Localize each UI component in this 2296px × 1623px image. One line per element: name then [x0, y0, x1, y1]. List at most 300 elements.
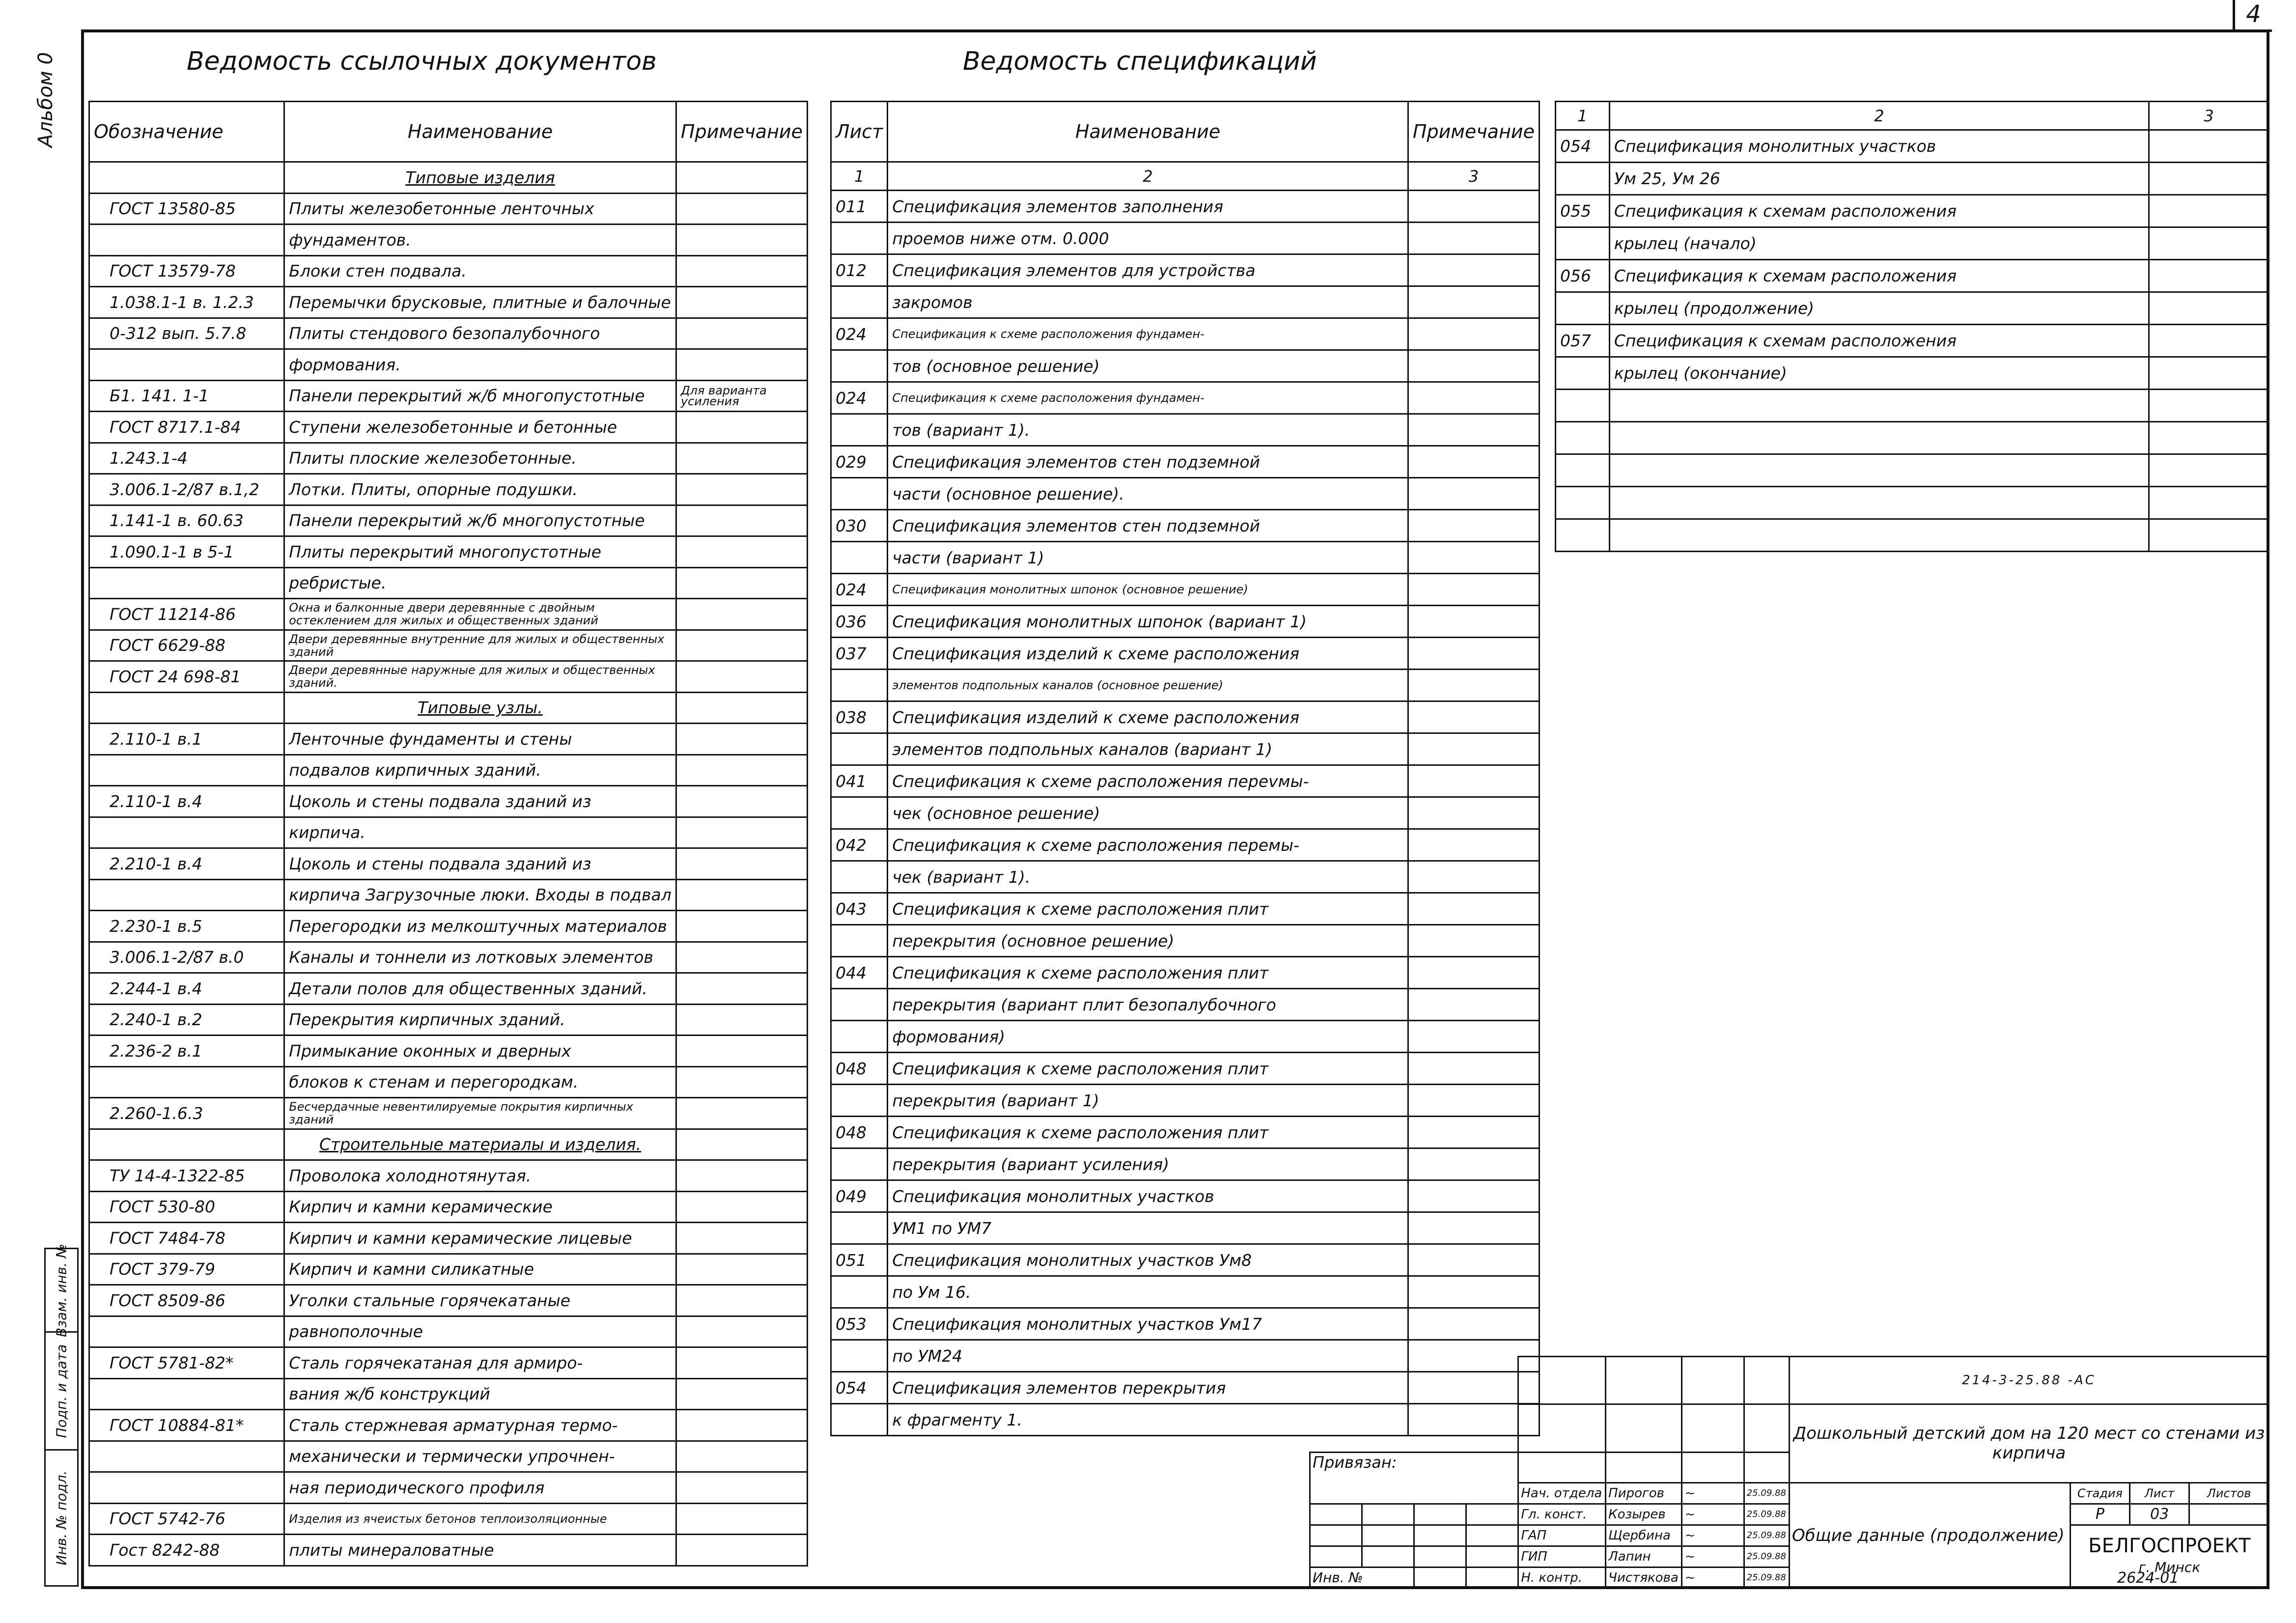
cell-note [1408, 446, 1539, 478]
cell-name: перекрытия (вариант 1) [888, 1085, 1408, 1117]
stage-value: Р [2070, 1504, 2129, 1525]
cell-designation [831, 223, 888, 254]
cell-designation: ГОСТ 8509-86 [89, 1285, 284, 1316]
column-header: 2 [1609, 102, 2149, 130]
cell-name: Спецификация к схеме расположения плит [888, 1053, 1408, 1085]
table-row [1556, 487, 2269, 519]
cell-designation [89, 1316, 284, 1347]
cell-designation: Б1. 141. 1-1 [89, 380, 284, 412]
cell-name: кирпича. [284, 817, 676, 848]
cell-name: Плиты железобетонные ленточных [284, 193, 676, 224]
sheet-number: 4 [2233, 0, 2272, 32]
table-row [89, 1472, 808, 1504]
cell-note [2149, 390, 2268, 422]
cell-name [1609, 487, 2149, 519]
cell-designation [89, 755, 284, 786]
cell-designation: 0-312 вып. 5.7.8 [89, 318, 284, 349]
cell-designation: 054 [1556, 130, 1610, 163]
cell-designation: 2.240-1 в.2 [89, 1004, 284, 1035]
side-stamp-label: Инв. № подл. [53, 1470, 70, 1566]
cell-name: Спецификация монолитных участков Ум8 [888, 1244, 1408, 1276]
cell-name: Каналы и тоннели из лотковых элементов [284, 942, 676, 973]
cell-name: чек (вариант 1). [888, 861, 1408, 893]
cell-designation: 042 [831, 829, 888, 861]
cell-note [676, 1160, 807, 1192]
cell-designation: ГОСТ 8717.1-84 [89, 412, 284, 443]
table-row [1556, 195, 2269, 227]
cell-note [676, 224, 807, 256]
staff-role: Гл. конст. [1518, 1504, 1606, 1525]
table-row [831, 1085, 1540, 1117]
table-row [831, 989, 1540, 1021]
table-row [831, 765, 1540, 797]
table-row [89, 474, 808, 505]
cell-name: Спецификация монолитных шпонок (вариант 1) [888, 606, 1408, 638]
cell-designation [831, 733, 888, 765]
staff-date: 25.09.88 [1744, 1483, 1789, 1504]
cell-note [1408, 510, 1539, 542]
cell-name: Блоки стен подвала. [284, 255, 676, 287]
cell-designation [831, 925, 888, 957]
cell-designation: 036 [831, 606, 888, 638]
cell-note [676, 1035, 807, 1067]
cell-name: формования. [284, 349, 676, 381]
cell-name: Кирпич и камни силикатные [284, 1254, 676, 1285]
side-stamp-label: Подп. и дата [53, 1344, 70, 1438]
cell-name: Изделия из ячеистых бетонов теплоизоляционные [284, 1503, 676, 1535]
cell-designation: ГОСТ 6629-88 [89, 630, 284, 661]
signature: ~ [1682, 1567, 1744, 1588]
cell-designation [831, 286, 888, 318]
table-header-row [1556, 102, 2269, 130]
table-row [89, 1285, 808, 1316]
cell-designation: 2.244-1 в.4 [89, 973, 284, 1005]
column-number-row [831, 162, 1540, 191]
cell-name: Кирпич и камни керамические лицевые [284, 1223, 676, 1254]
table-header-row [831, 102, 1540, 162]
cell-designation: 1.090.1-1 в 5-1 [89, 536, 284, 568]
cell-name: крылец (окончание) [1609, 357, 2149, 390]
cell-designation: 3.006.1-2/87 в.0 [89, 942, 284, 973]
left-table-title: Ведомость ссылочных документов [187, 47, 657, 76]
cell-name: крылец (продолжение) [1609, 292, 2149, 325]
sheet-label: Лист [2129, 1483, 2189, 1504]
cell-designation [831, 1085, 888, 1117]
cell-name: перекрытия (вариант усиления) [888, 1148, 1408, 1180]
cell-note [2149, 519, 2268, 552]
table-row [89, 255, 808, 287]
cell-note [676, 1347, 807, 1379]
cell-designation: 057 [1556, 325, 1610, 357]
cell-note [1408, 797, 1539, 829]
table-row [89, 630, 808, 661]
cell-name: Проволока холоднотянутая. [284, 1160, 676, 1192]
cell-note [676, 1285, 807, 1316]
cell-note [676, 318, 807, 349]
cell-name: вания ж/б конструкций [284, 1378, 676, 1410]
table-row [831, 542, 1540, 574]
table-row [831, 829, 1540, 861]
table-row [831, 510, 1540, 542]
cell-designation [89, 349, 284, 381]
cell-designation [89, 224, 284, 256]
cell-designation: 053 [831, 1308, 888, 1340]
table-row [89, 1035, 808, 1067]
cell-designation [831, 797, 888, 829]
cell-designation: 030 [831, 510, 888, 542]
cell-name: Двери деревянные внутренние для жилых и общественных зданий [284, 630, 676, 661]
staff-name: Щербина [1606, 1525, 1682, 1546]
table-row [89, 1378, 808, 1410]
cell-name: Спецификация монолитных участков [888, 1180, 1408, 1212]
cell-designation: 2.260-1.6.3 [89, 1098, 284, 1129]
reference-documents-table [88, 101, 808, 1567]
cell-name: Плиты стендового безопалубочного [284, 318, 676, 349]
cell-note [1408, 638, 1539, 670]
cell-note: Для варианта усиления [676, 380, 807, 412]
cell-name: Спецификация элементов стен подземной [888, 446, 1408, 478]
cell-note [676, 848, 807, 880]
cell-designation [89, 1066, 284, 1098]
cell-designation [1556, 163, 1610, 195]
cell-designation: 038 [831, 701, 888, 733]
cell-designation [831, 1021, 888, 1053]
cell-designation: ГОСТ 379-79 [89, 1254, 284, 1285]
table-row [89, 786, 808, 817]
table-row [831, 1180, 1540, 1212]
table-row [831, 1244, 1540, 1276]
cell-name: проемов ниже отм. 0.000 [888, 223, 1408, 254]
cell-designation: ГОСТ 5742-76 [89, 1503, 284, 1535]
cell-designation: 029 [831, 446, 888, 478]
cell-name: по УМ24 [888, 1340, 1408, 1372]
table-row [89, 287, 808, 318]
cell-note [676, 505, 807, 536]
cell-name: Ступени железобетонные и бетонные [284, 412, 676, 443]
table-row [89, 724, 808, 755]
table-row [1556, 163, 2269, 195]
cell-name: по Ум 16. [888, 1276, 1408, 1308]
table-row [831, 1021, 1540, 1053]
cell-note [1408, 542, 1539, 574]
cell-note [676, 911, 807, 942]
cell-name: ная периодического профиля [284, 1472, 676, 1504]
cell-designation: 044 [831, 957, 888, 989]
staff-name: Козырев [1606, 1504, 1682, 1525]
cell-note [2149, 130, 2268, 163]
cell-note [1408, 350, 1539, 382]
cell-note [676, 1472, 807, 1504]
table-row [831, 191, 1540, 223]
cell-note [676, 973, 807, 1005]
stage-label: Стадия [2070, 1483, 2129, 1504]
cell-name: Спецификация элементов для устройства [888, 254, 1408, 286]
cell-designation: 048 [831, 1053, 888, 1085]
cell-name: элементов подпольных каналов (вариант 1) [888, 733, 1408, 765]
cell-note [1408, 670, 1539, 701]
cell-designation: 2.230-1 в.5 [89, 911, 284, 942]
cell-note [676, 630, 807, 661]
cell-designation: 055 [1556, 195, 1610, 227]
cell-name [1609, 519, 2149, 552]
cell-designation [831, 1212, 888, 1244]
table-row [89, 911, 808, 942]
cell-note [2149, 487, 2268, 519]
cell-note [676, 1098, 807, 1129]
cell-name: Спецификация элементов стен подземной [888, 510, 1408, 542]
cell-designation [89, 162, 284, 194]
table-row [89, 1441, 808, 1472]
table-row [1556, 130, 2269, 163]
cell-note [1408, 1117, 1539, 1148]
cell-name: кирпича Загрузочные люки. Входы в подвал [284, 879, 676, 911]
cell-name: Спецификация к схемам расположения [1609, 260, 2149, 292]
organization: БЕЛГОСПРОЕКТ [2088, 1534, 2251, 1557]
cell-note [1408, 1308, 1539, 1340]
side-stamp-label: Взам. инв. № [53, 1243, 70, 1337]
cell-designation [1556, 227, 1610, 260]
cell-designation [1556, 519, 1610, 552]
table-row [831, 1308, 1540, 1340]
cell-name: Цоколь и стены подвала зданий из [284, 848, 676, 880]
column-header: Наименование [888, 102, 1408, 162]
table-row [831, 797, 1540, 829]
cell-name: закромов [888, 286, 1408, 318]
cell-note [676, 349, 807, 381]
cell-note [676, 193, 807, 224]
sheet-value: 03 [2129, 1504, 2189, 1525]
table-row [89, 879, 808, 911]
cell-designation: 2.110-1 в.1 [89, 724, 284, 755]
cell-designation: 012 [831, 254, 888, 286]
table-row [831, 574, 1540, 606]
cell-name: Спецификация изделий к схеме расположения [888, 701, 1408, 733]
cell-note [1408, 1180, 1539, 1212]
column-number: 3 [1408, 162, 1539, 191]
cell-note [1408, 1276, 1539, 1308]
cell-designation [1556, 357, 1610, 390]
cell-note [676, 724, 807, 755]
cell-designation: 024 [831, 318, 888, 350]
table-row [89, 942, 808, 973]
cell-name: Спецификация к схеме расположения фундамен- [888, 318, 1408, 350]
table-row [831, 1148, 1540, 1180]
drawing-code: 214-3-25.88 -АС [1789, 1357, 2268, 1404]
cell-name: Перекрытия кирпичных зданий. [284, 1004, 676, 1035]
cell-name: подвалов кирпичных зданий. [284, 755, 676, 786]
staff-role: ГИП [1518, 1546, 1606, 1567]
cell-name: Панели перекрытий ж/б многопустотные [284, 380, 676, 412]
cell-name: Ум 25, Ум 26 [1609, 163, 2149, 195]
cell-note [676, 1535, 807, 1566]
cell-name: Примыкание оконных и дверных [284, 1035, 676, 1067]
inventory-label: Инв. № [1310, 1567, 1414, 1588]
cell-name: Панели перекрытий ж/б многопустотные [284, 505, 676, 536]
cell-name: УМ1 по УМ7 [888, 1212, 1408, 1244]
cell-name: Лотки. Плиты, опорные подушки. [284, 474, 676, 505]
cell-note [676, 755, 807, 786]
table-row [89, 443, 808, 474]
cell-note [1408, 1085, 1539, 1117]
cell-note [1408, 829, 1539, 861]
table-row [1556, 357, 2269, 390]
table-row [89, 1066, 808, 1098]
cell-designation: 054 [831, 1372, 888, 1404]
cell-note [676, 1410, 807, 1441]
cell-designation: ГОСТ 11214-86 [89, 599, 284, 630]
table-row [831, 1212, 1540, 1244]
column-header: Примечание [1408, 102, 1539, 162]
album-label: Альбом 0 [34, 52, 57, 147]
cell-designation: ТУ 14-4-1322-85 [89, 1160, 284, 1192]
staff-role: ГАП [1518, 1525, 1606, 1546]
side-stamp [44, 1243, 79, 1587]
cell-note [676, 255, 807, 287]
cell-name: Спецификация к схеме расположения перемы- [888, 829, 1408, 861]
column-header: Примечание [676, 102, 807, 162]
cell-name: Бесчердачные невентилируемые покрытия кирпичных зданий [284, 1098, 676, 1129]
cell-note [676, 1223, 807, 1254]
table-row [89, 1347, 808, 1379]
cell-name: тов (вариант 1). [888, 414, 1408, 446]
cell-note [2149, 454, 2268, 487]
cell-name: Спецификация к схеме расположения плит [888, 957, 1408, 989]
cell-note [2149, 422, 2268, 454]
cell-note [676, 692, 807, 724]
table-row [89, 973, 808, 1005]
table-header-row [89, 102, 808, 162]
specifications-table [830, 101, 1540, 1436]
cell-note [1408, 701, 1539, 733]
table-row [831, 478, 1540, 510]
cell-designation: 041 [831, 765, 888, 797]
cell-designation: ГОСТ 5781-82* [89, 1347, 284, 1379]
cell-note [1408, 414, 1539, 446]
column-header: 3 [2149, 102, 2268, 130]
cell-note [1408, 318, 1539, 350]
table-row [89, 567, 808, 599]
table-row [831, 318, 1540, 350]
table-row [831, 254, 1540, 286]
table-row [89, 412, 808, 443]
cell-name: Кирпич и камни керамические [284, 1191, 676, 1223]
cell-name: перекрытия (вариант плит безопалубочного [888, 989, 1408, 1021]
cell-note [2149, 227, 2268, 260]
cell-note [1408, 223, 1539, 254]
cell-designation [1556, 422, 1610, 454]
cell-designation [831, 1276, 888, 1308]
cell-name: Типовые узлы. [284, 692, 676, 724]
cell-name: части (вариант 1) [888, 542, 1408, 574]
table-row [89, 505, 808, 536]
cell-name: элементов подпольных каналов (основное решение) [888, 670, 1408, 701]
cell-designation [831, 1404, 888, 1436]
table-row [89, 1254, 808, 1285]
staff-role: Нач. отдела [1518, 1483, 1606, 1504]
cell-designation: 2.236-2 в.1 [89, 1035, 284, 1067]
cell-name: Спецификация к схемам расположения [1609, 325, 2149, 357]
specifications-continued-table [1555, 101, 2269, 552]
cell-note [1408, 191, 1539, 223]
city: г. Минск [2138, 1559, 2201, 1575]
cell-name: блоков к стенам и перегородкам. [284, 1066, 676, 1098]
cell-designation [831, 414, 888, 446]
cell-designation [89, 1441, 284, 1472]
table-row [89, 1223, 808, 1254]
cell-name: Спецификация элементов перекрытия [888, 1372, 1408, 1404]
cell-name: Детали полов для общественных зданий. [284, 973, 676, 1005]
table-row [831, 670, 1540, 701]
table-row [89, 817, 808, 848]
column-number: 2 [888, 162, 1408, 191]
cell-name: Перемычки брусковые, плитные и балочные [284, 287, 676, 318]
cell-designation: 024 [831, 574, 888, 606]
table-row [831, 925, 1540, 957]
cell-note [676, 879, 807, 911]
table-row [831, 446, 1540, 478]
column-header: Обозначение [89, 102, 284, 162]
cell-note [676, 1503, 807, 1535]
cell-note [1408, 925, 1539, 957]
cell-note [1408, 1244, 1539, 1276]
table-row [831, 861, 1540, 893]
signature: ~ [1682, 1525, 1744, 1546]
privyazan-label: Привязан: [1310, 1452, 1518, 1504]
cell-designation: 011 [831, 191, 888, 223]
cell-note [676, 1316, 807, 1347]
staff-date: 25.09.88 [1744, 1504, 1789, 1525]
table-row [89, 1535, 808, 1566]
cell-note [676, 1191, 807, 1223]
cell-designation [89, 1378, 284, 1410]
cell-name: тов (основное решение) [888, 350, 1408, 382]
cell-name: Цоколь и стены подвала зданий из [284, 786, 676, 817]
drawing-number: 2624-01 [2117, 1569, 2179, 1587]
table-row [831, 606, 1540, 638]
cell-note [676, 474, 807, 505]
cell-note [676, 567, 807, 599]
cell-note [676, 1004, 807, 1035]
cell-designation [89, 1129, 284, 1160]
table-row [1556, 454, 2269, 487]
cell-name: Уголки стальные горячекатаные [284, 1285, 676, 1316]
cell-note [1408, 989, 1539, 1021]
cell-note [1408, 1212, 1539, 1244]
staff-role: Н. контр. [1518, 1567, 1606, 1588]
cell-name: равнополочные [284, 1316, 676, 1347]
cell-designation: ГОСТ 7484-78 [89, 1223, 284, 1254]
cell-name: фундаментов. [284, 224, 676, 256]
cell-note [2149, 325, 2268, 357]
cell-designation [831, 350, 888, 382]
table-row [89, 599, 808, 630]
cell-designation: 043 [831, 893, 888, 925]
project-title: Дошкольный детский дом на 120 мест со стенами из кирпича [1789, 1404, 2268, 1483]
cell-designation [89, 567, 284, 599]
table-row [89, 1410, 808, 1441]
table-row [89, 1316, 808, 1347]
cell-designation: 2.110-1 в.4 [89, 786, 284, 817]
cell-note [2149, 195, 2268, 227]
cell-designation: 048 [831, 1117, 888, 1148]
table-row [831, 414, 1540, 446]
table-row [89, 162, 808, 194]
cell-designation: ГОСТ 13580-85 [89, 193, 284, 224]
cell-name: Спецификация монолитных участков Ум17 [888, 1308, 1408, 1340]
table-row [1556, 260, 2269, 292]
table-row [1556, 227, 2269, 260]
table-row [89, 755, 808, 786]
